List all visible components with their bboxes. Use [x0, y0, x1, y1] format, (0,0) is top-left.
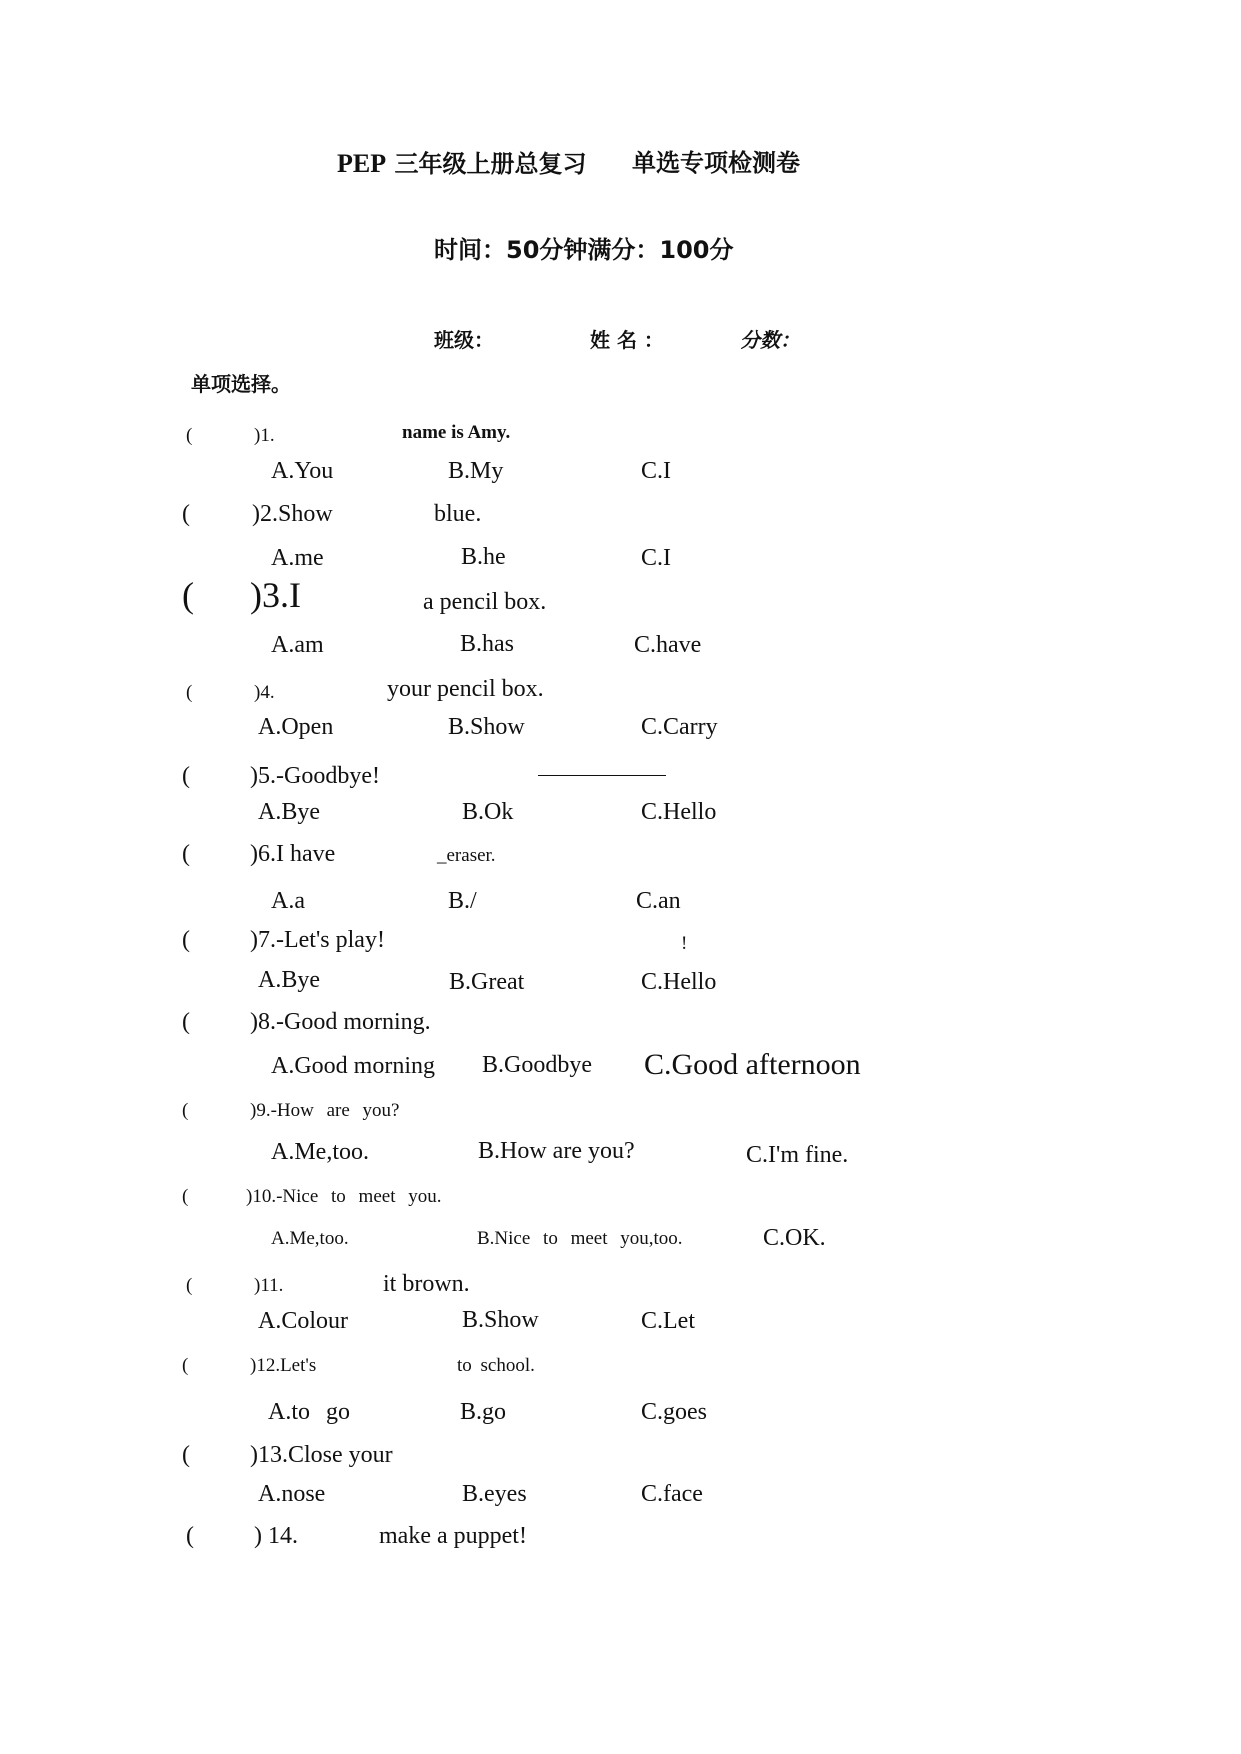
q6-option-a: A.a [271, 888, 305, 914]
q12-paren: ( [182, 1355, 189, 1376]
q4-option-b: B.Show [448, 714, 525, 740]
q9-paren: ( [182, 1100, 189, 1121]
time-line: 时间：50分钟满分：100分 [434, 236, 734, 264]
q7-option-c: C.Hello [641, 969, 717, 995]
q10-paren: ( [182, 1186, 189, 1207]
q6-option-b: B./ [448, 888, 477, 914]
q7-option-b: B.Great [449, 969, 525, 995]
q13-option-b: B.eyes [462, 1481, 527, 1507]
q8-option-c: C.Good afternoon [644, 1048, 861, 1081]
q5-number: )5.-Goodbye! [250, 763, 380, 789]
q11-option-c: C.Let [641, 1308, 695, 1334]
q14-paren: ( [186, 1523, 194, 1549]
q2-stem: blue. [434, 501, 482, 527]
q12-option-c: C.goes [641, 1399, 707, 1425]
q2-option-a: A.me [271, 545, 324, 571]
q7-number: )7.-Let's play! [250, 927, 385, 953]
q2-option-b: B.he [461, 544, 506, 570]
q3-stem: a pencil box. [423, 589, 547, 615]
q12-option-b: B.go [460, 1399, 507, 1425]
title-sub: 单选专项检测卷 [632, 149, 800, 177]
q11-option-a: A.Colour [258, 1308, 348, 1334]
q8-option-b: B.Goodbye [482, 1052, 592, 1078]
q9-option-b: B.How are you? [478, 1138, 635, 1164]
q1-option-a: A.You [271, 458, 334, 484]
q13-number: )13.Close your [250, 1442, 393, 1468]
name-label: 姓 名 ： [590, 328, 664, 352]
score-label: 分数： [740, 328, 800, 352]
q5-option-b: B.Ok [462, 799, 514, 825]
q1-number: )1. [254, 425, 275, 446]
q9-option-c: C.I'm fine. [746, 1142, 849, 1168]
q8-number: )8.-Good morning. [250, 1009, 431, 1035]
q4-option-c: C.Carry [641, 714, 718, 740]
q10-option-c: C.OK. [763, 1225, 826, 1251]
q12-option-a: A.to go [268, 1399, 350, 1425]
q6-number: )6.I have [250, 841, 336, 867]
section-title: 单项选择。 [191, 372, 291, 396]
q1-option-b: B.My [448, 458, 504, 484]
q6-paren: ( [182, 841, 190, 867]
q11-paren: ( [186, 1275, 193, 1296]
q1-paren: ( [186, 425, 193, 446]
q1-option-c: C.I [641, 458, 671, 484]
q10-option-a: A.Me,too. [271, 1228, 349, 1249]
q3-option-c: C.have [634, 632, 702, 658]
q5-option-c: C.Hello [641, 799, 717, 825]
q7-option-a: A.Bye [258, 967, 320, 993]
q5-answer-blank [538, 775, 666, 776]
q7-paren: ( [182, 927, 190, 953]
q9-option-a: A.Me,too. [271, 1139, 369, 1165]
q6-stem: _eraser. [437, 845, 496, 866]
q3-number: )3.I [250, 575, 301, 615]
q11-number: )11. [254, 1275, 284, 1296]
q5-option-a: A.Bye [258, 799, 320, 825]
q9-number: )9.-How are you? [250, 1100, 400, 1121]
q8-paren: ( [182, 1009, 190, 1035]
q12-number: )12.Let's [250, 1355, 317, 1376]
q2-option-c: C.I [641, 545, 671, 571]
q14-number: ) 14. [254, 1523, 298, 1549]
q14-stem: make a puppet! [379, 1523, 527, 1549]
q7-stem: ! [681, 933, 688, 954]
title-prefix: PEP [337, 149, 387, 178]
q4-option-a: A.Open [258, 714, 334, 740]
q2-number: )2.Show [252, 501, 333, 527]
class-label: 班级： [434, 328, 494, 352]
q10-number: )10.-Nice to meet you. [246, 1186, 442, 1207]
q11-stem: it brown. [383, 1271, 470, 1297]
q13-option-a: A.nose [258, 1481, 326, 1507]
q13-option-c: C.face [641, 1481, 703, 1507]
q3-paren: ( [182, 575, 194, 615]
q3-option-a: A.am [271, 632, 324, 658]
q1-stem: name is Amy. [402, 422, 511, 443]
q3-option-b: B.has [460, 631, 514, 657]
q2-paren: ( [182, 501, 190, 527]
q13-paren: ( [182, 1442, 190, 1468]
title-main: 三年级上册总复习 [394, 150, 587, 178]
q8-option-a: A.Good morning [271, 1053, 435, 1079]
q4-stem: your pencil box. [387, 676, 544, 702]
q6-option-c: C.an [636, 888, 681, 914]
q12-stem: to school. [457, 1355, 535, 1376]
q5-paren: ( [182, 763, 190, 789]
q10-option-b: B.Nice to meet you,too. [477, 1228, 683, 1249]
q4-number: )4. [254, 682, 275, 703]
q4-paren: ( [186, 682, 193, 703]
page-title [337, 151, 586, 177]
q11-option-b: B.Show [462, 1307, 539, 1333]
